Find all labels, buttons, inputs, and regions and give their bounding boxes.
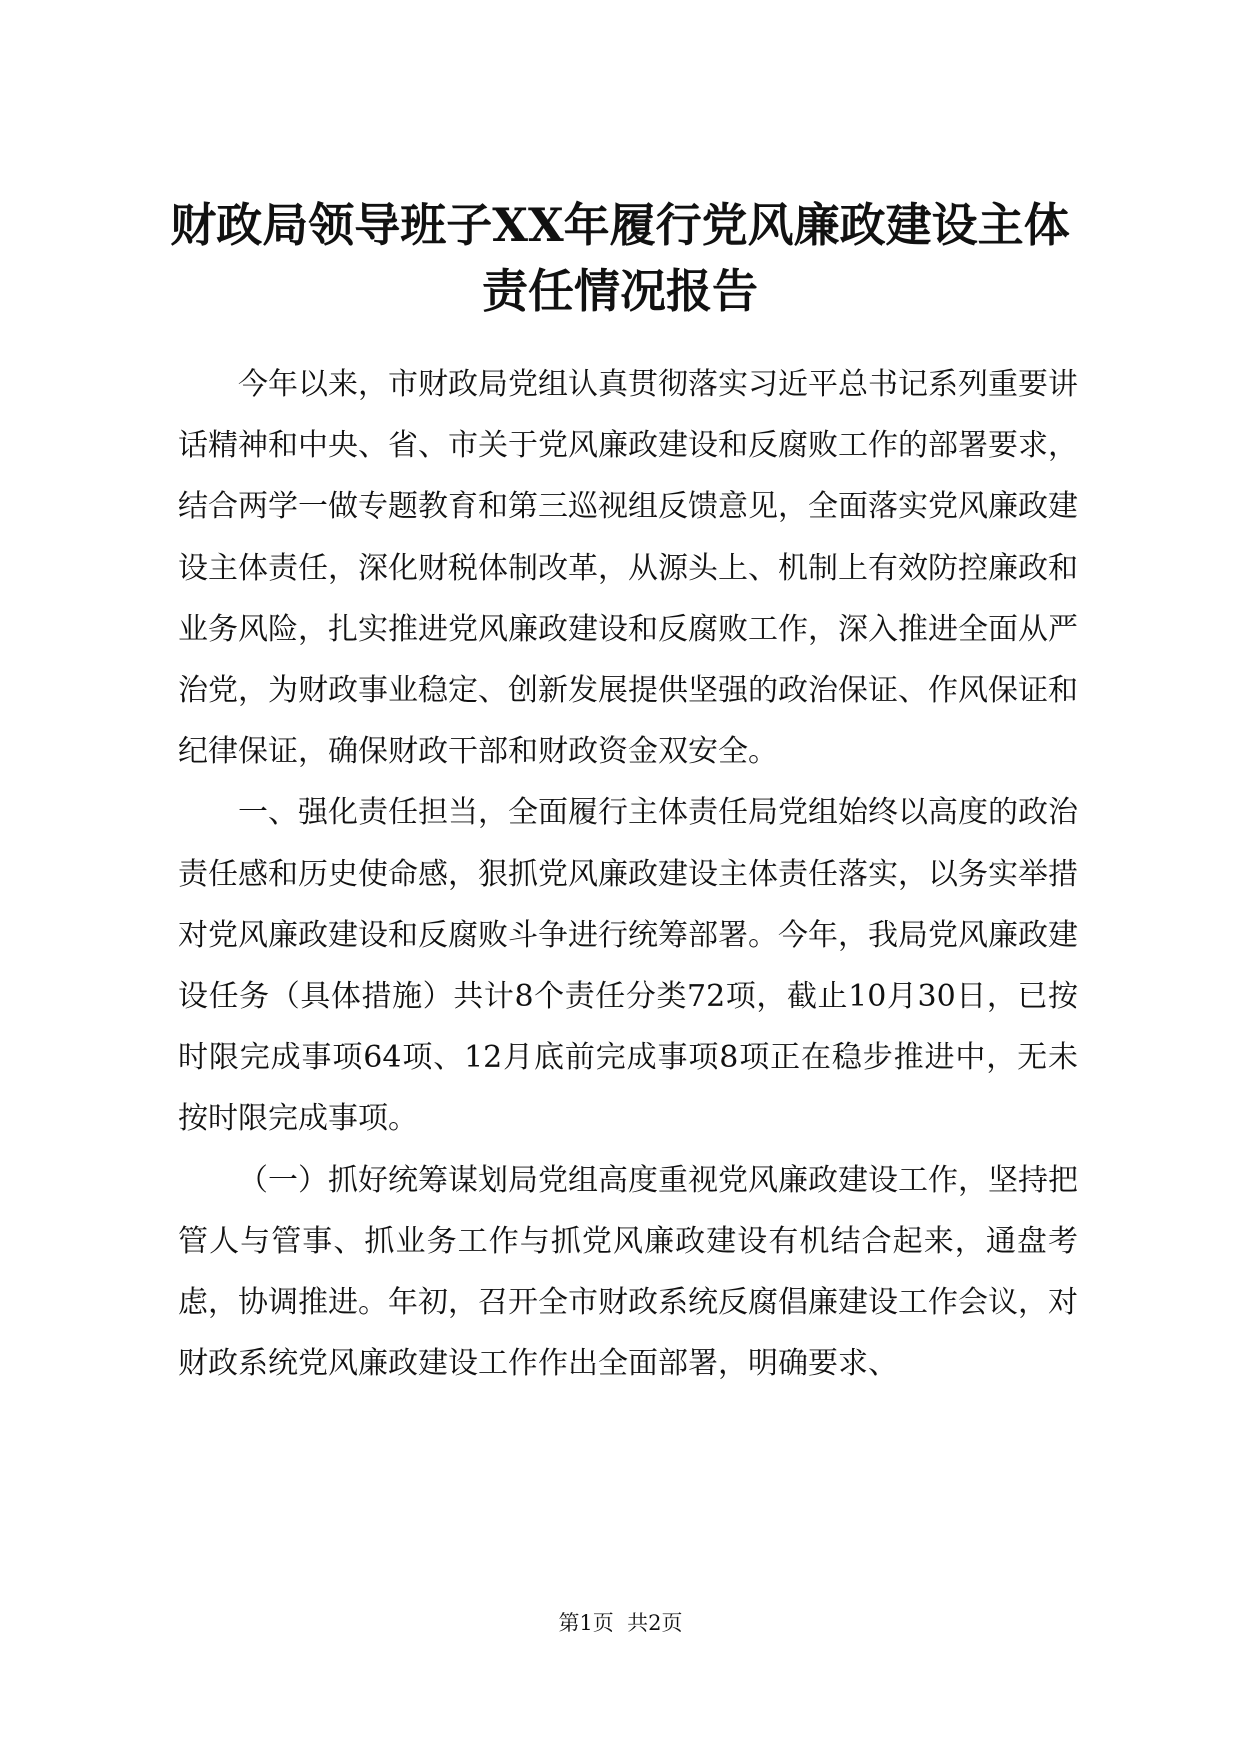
paragraph-subsection-one: （一）抓好统筹谋划局党组高度重视党风廉政建设工作，坚持把管人与管事、抓业务工作与抓党风廉政建设有机结合起来，通盘考虑，协调推进。年初，召开全市财政系统反腐倡廉建设工作会议，对财政系统党风廉政建设工作作出全面部署，明确要求、 (178, 1162, 1078, 1382)
paragraph-intro: 今年以来，市财政局党组认真贯彻落实习近平总书记系列重要讲话精神和中央、省、市关于党风廉政建设和反腐败工作的部署要求，结合两学一做专题教育和第三巡视组反馈意见，全面落实党风廉政建设主体责任，深化财税体制改革，从源头上、机制上有效防控廉政和业务风险，扎实推进党风廉政建设和反腐败工作，深入推进全面从严治党，为财政事业稳定、创新发展提供坚强的政治保证、作风保证和纪律保证，确保财政干部和财政资金双安全。 (178, 367, 1078, 770)
document-body (178, 354, 1078, 1394)
document-title-line-1: 财政局领导班子XX年履行党风廉政建设主体 (170, 198, 1070, 252)
page-footer (0, 1608, 1241, 1638)
document-title (150, 192, 1090, 324)
paragraph-section-one: 一、强化责任担当，全面履行主体责任局党组始终以高度的政治责任感和历史使命感，狠抓党风廉政建设主体责任落实，以务实举措对党风廉政建设和反腐败斗争进行统筹部署。今年，我局党风廉政建设任务（具体措施）共计8个责任分类72项，截止10月30日，已按时限完成事项64项、12月底前完成事项8项正在稳步推进中，无未按时限完成事项。 (178, 795, 1078, 1137)
document-title-line-2: 责任情况报告 (482, 264, 758, 318)
page-number-total: 共2页 (627, 1611, 683, 1635)
page-number-current: 第1页 (558, 1611, 614, 1635)
